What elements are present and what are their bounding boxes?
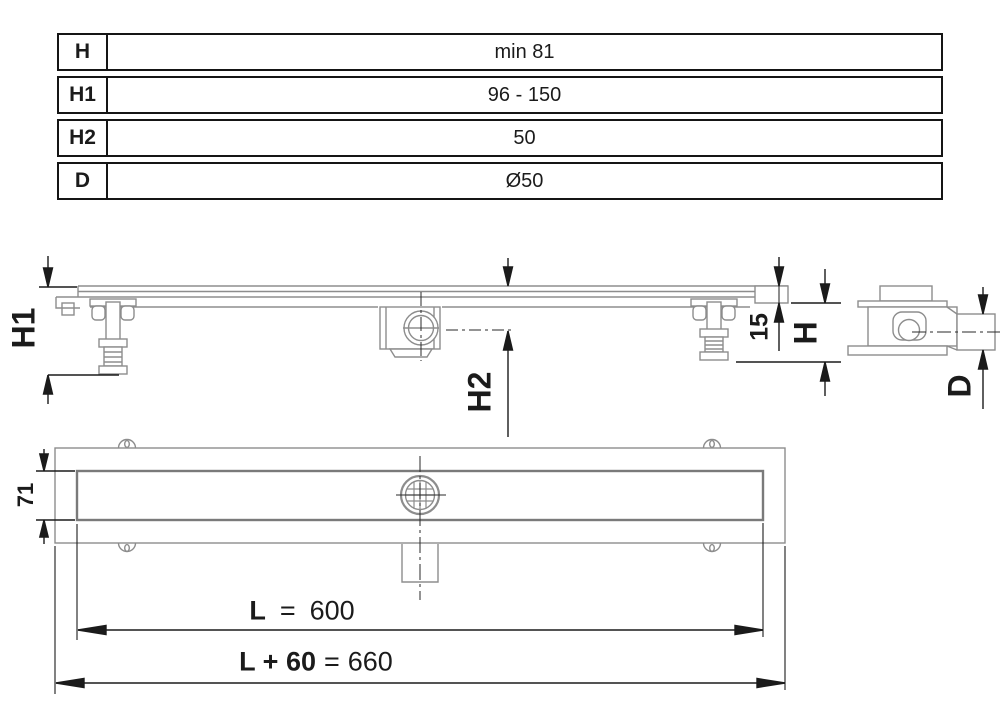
dim-h2 [504,258,513,437]
trap-opening-circle [899,320,920,341]
side-view-drawing [56,286,788,374]
left-adjustable-foot [90,299,136,374]
table-row-value: 50 [513,126,536,149]
overall-length-dimension-label [235,647,397,678]
trap-base-plate [848,346,947,355]
table-row-value: 96 - 150 [487,83,562,106]
table-row-value: Ø50 [505,169,544,192]
grate-edge-profile [880,286,932,301]
table-row-label: H [59,35,108,69]
h-dimension-label: H [787,321,824,345]
dim-edge-height [775,257,784,351]
edge-height-dimension-label: 15 [745,313,774,341]
overall-equals: = [323,646,340,677]
trap-flange [858,301,947,307]
length-equals: = [279,595,296,626]
h2-dimension-label: H2 [461,371,498,413]
table-row-label: H2 [59,121,108,155]
h1-dimension-label: H1 [5,307,42,349]
length-dimension-label [242,596,361,627]
length-value: 600 [309,595,355,626]
d-dimension-label: D [941,374,978,398]
overall-name: L + 60 [239,646,316,677]
channel-width-dimension-label: 71 [13,482,38,508]
right-adjustable-foot [691,299,737,360]
cross-section-view [848,286,995,355]
table-row-value: min 81 [494,40,555,63]
channel-end-cap [755,286,788,303]
length-name: L [249,595,266,626]
table-row-label: D [59,164,108,198]
table-row-label: H1 [59,78,108,112]
drain-trap [380,307,440,357]
overall-value: 660 [347,646,393,677]
